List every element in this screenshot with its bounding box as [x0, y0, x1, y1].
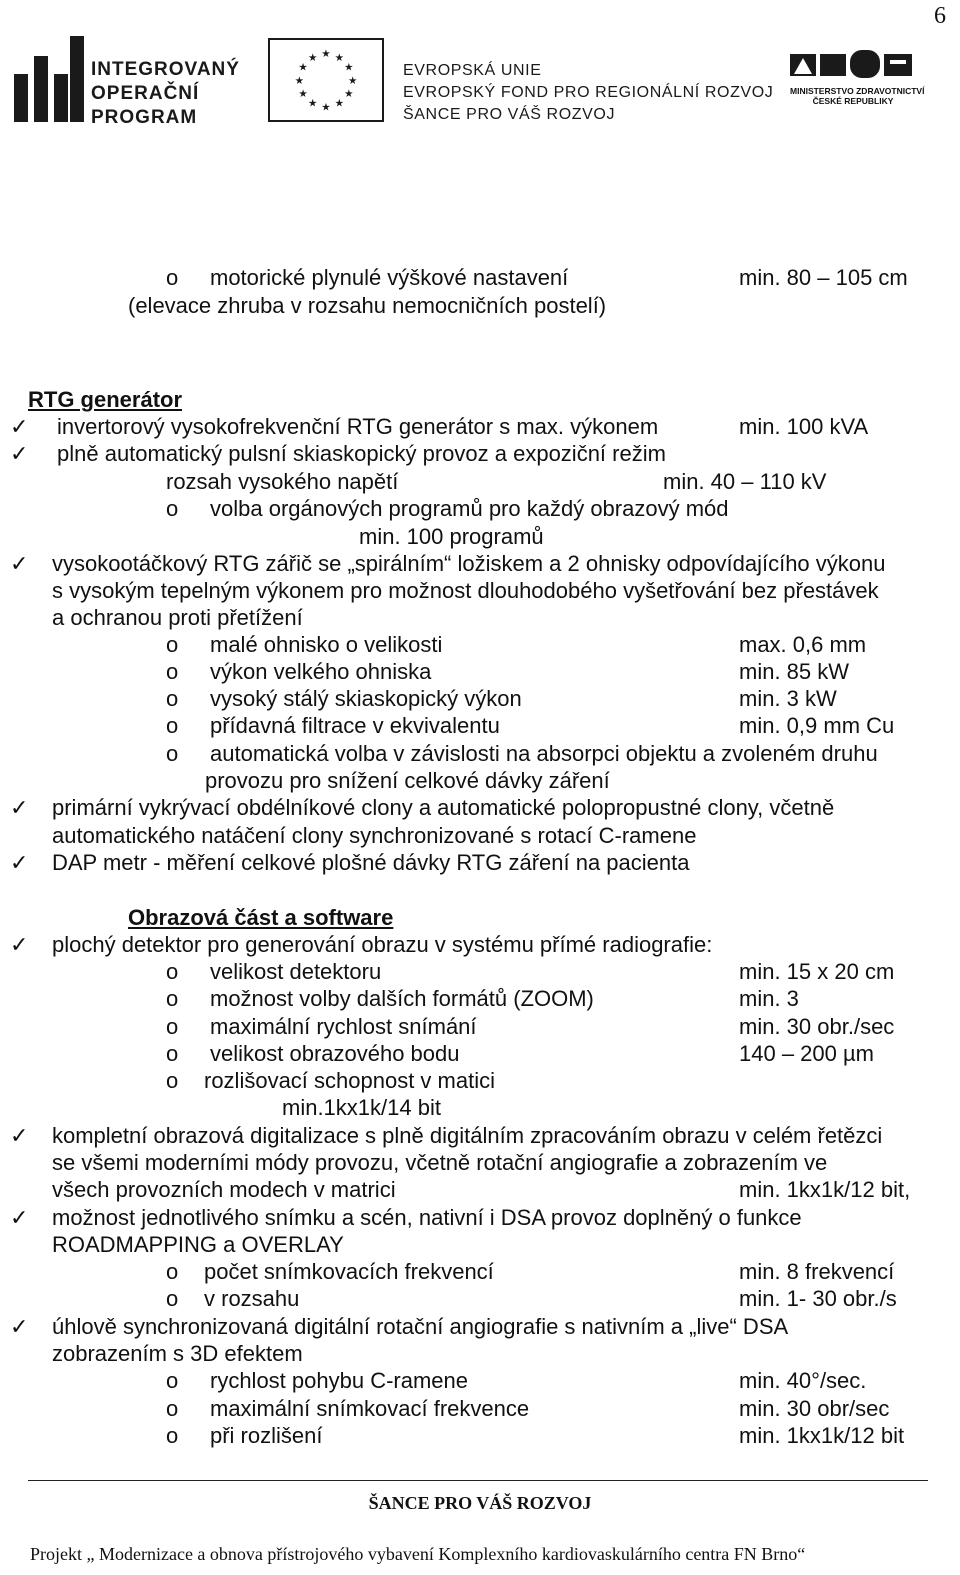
body-text: velikost obrazového bodu	[210, 1041, 460, 1066]
body-text: možnost volby dalších formátů (ZOOM)	[210, 986, 594, 1011]
spec-value: min. 3	[739, 986, 799, 1011]
check-icon: ✓	[10, 1314, 29, 1339]
spec-value: min. 3 kW	[739, 686, 837, 711]
check-icon: ✓	[10, 932, 29, 957]
section-heading: RTG generátor	[28, 387, 183, 412]
body-text: počet snímkovacích frekvencí	[204, 1259, 494, 1284]
bullet-o: o	[166, 686, 179, 711]
body-text: přídavná filtrace v ekvivalentu	[210, 713, 500, 738]
spec-value: min. 30 obr/sec	[739, 1396, 890, 1421]
svg-text:★: ★	[321, 101, 331, 114]
body-text: v rozsahu	[204, 1286, 300, 1311]
spec-value: max. 0,6 mm	[739, 632, 867, 657]
body-text: a ochranou proti přetížení	[52, 605, 303, 630]
body-text: automatického natáčení clony synchronizované s rotací C-ramene	[52, 823, 697, 848]
body-text: automatická volba v závislosti na absorpci objektu a zvoleném druhu	[210, 741, 878, 766]
check-icon: ✓	[10, 795, 29, 820]
svg-text:★: ★	[334, 97, 345, 110]
body-text: invertorový vysokofrekvenční RTG generátor s max. výkonem	[57, 414, 659, 439]
svg-text:★: ★	[344, 88, 354, 101]
body-text: vysokootáčkový RTG zářič se „spirálním“ ložiskem a 2 ohnisky odpovídajícího výkonu	[52, 551, 886, 576]
body-text: provozu pro snížení celkové dávky záření	[205, 768, 610, 793]
bullet-o: o	[166, 713, 179, 738]
body-text: všech provozních modech v matrici	[52, 1177, 396, 1202]
body-text: plochý detektor pro generování obrazu v systému přímé radiografie:	[52, 932, 713, 957]
svg-text:★: ★	[298, 61, 308, 74]
check-icon: ✓	[10, 414, 29, 439]
check-icon: ✓	[10, 1205, 29, 1230]
body-text: možnost jednotlivého snímku a scén, nativní i DSA provoz doplněný o funkce	[52, 1205, 802, 1230]
body-text: primární vykrývací obdélníkové clony a automatické polopropustné clony, včetně	[52, 795, 835, 820]
bullet-o: o	[166, 1396, 179, 1421]
spec-value: min.1kx1k/14 bit	[282, 1095, 441, 1120]
ministry-logo-text: MINISTERSTVO ZDRAVOTNICTVÍ ČESKÉ REPUBLIKY	[790, 86, 925, 106]
body-text: maximální snímkovací frekvence	[210, 1396, 530, 1421]
svg-text:★: ★	[307, 51, 318, 64]
bullet-o: o	[166, 1259, 179, 1284]
spec-value: min. 1kx1k/12 bit,	[739, 1177, 911, 1202]
bullet-o: o	[166, 1014, 179, 1039]
svg-text:★: ★	[307, 97, 318, 110]
bullet-o: o	[166, 959, 179, 984]
body-text: plně automatický pulsní skiaskopický provoz a expoziční režim	[57, 441, 666, 466]
spec-value: min. 1- 30 obr./s	[739, 1286, 897, 1311]
body-text: se všemi moderními módy provozu, včetně rotační angiografie a zobrazením ve	[52, 1150, 828, 1175]
body-text: vysoký stálý skiaskopický výkon	[210, 686, 522, 711]
eu-flag-icon	[268, 38, 384, 122]
body-text: ROADMAPPING a OVERLAY	[52, 1232, 344, 1257]
check-icon: ✓	[10, 1123, 29, 1148]
spec-value: 140 – 200 µm	[739, 1041, 874, 1066]
bullet-o: o	[166, 1286, 179, 1311]
spec-value: min. 1kx1k/12 bit	[739, 1423, 905, 1448]
body-text: malé ohnisko o velikosti	[210, 632, 443, 657]
body-text: (elevace zhruba v rozsahu nemocničních postelí)	[128, 293, 607, 318]
body-text: při rozlišení	[210, 1423, 323, 1448]
bullet-o: o	[166, 265, 179, 290]
body-text: motorické plynulé výškové nastavení	[210, 265, 569, 290]
body-text: výkon velkého ohniska	[210, 659, 432, 684]
body-text: velikost detektoru	[210, 959, 382, 984]
bullet-o: o	[166, 496, 179, 521]
check-icon: ✓	[10, 441, 29, 466]
spec-value: min. 40 – 110 kV	[663, 469, 827, 494]
body-text: úhlově synchronizovaná digitální rotační angiografie s nativním a „live“ DSA	[52, 1314, 789, 1339]
body-text: zobrazením s 3D efektem	[52, 1341, 303, 1366]
iop-bars-icon	[14, 36, 84, 122]
body-text: s vysokým tepelným výkonem pro možnost dlouhodobého vyšetřování bez přestávek	[52, 578, 879, 603]
bullet-o: o	[166, 1041, 179, 1066]
bullet-o: o	[166, 1368, 179, 1393]
bullet-o: o	[166, 1068, 179, 1093]
svg-text:★: ★	[294, 74, 305, 87]
svg-text:★: ★	[334, 51, 345, 64]
bullet-o: o	[166, 632, 179, 657]
body-text: rychlost pohybu C-ramene	[210, 1368, 469, 1393]
spec-value: min. 15 x 20 cm	[739, 959, 895, 984]
body-text: kompletní obrazová digitalizace s plně digitálním zpracováním obrazu v celém řetězci	[52, 1123, 883, 1148]
iop-logo-text: INTEGROVANÝ OPERAČNÍ PROGRAM	[91, 59, 240, 128]
body-text: maximální rychlost snímání	[210, 1014, 477, 1039]
eu-logo-text: EVROPSKÁ UNIE EVROPSKÝ FOND PRO REGIONÁLNÍ ROZVOJ ŠANCE PRO VÁŠ ROZVOJ	[403, 62, 774, 123]
svg-text:★: ★	[344, 61, 354, 74]
svg-text:★: ★	[347, 74, 358, 87]
bullet-o: o	[166, 659, 179, 684]
spec-value: min. 100 kVA	[739, 414, 869, 439]
check-icon: ✓	[10, 551, 29, 576]
footer-slogan: ŠANCE PRO VÁŠ ROZVOJ	[368, 1493, 592, 1513]
ministry-emblem-icon	[790, 48, 914, 82]
body-text: rozsah vysokého napětí	[166, 469, 399, 494]
spec-value: min. 85 kW	[739, 659, 850, 684]
spec-value: min. 8 frekvencí	[739, 1259, 895, 1284]
body-text: volba orgánových programů pro každý obrazový mód	[210, 496, 729, 521]
footer-project: Projekt „ Modernizace a obnova přístrojového vybavení Komplexního kardiovaskulárního centra FN Brno“	[30, 1544, 806, 1564]
check-icon: ✓	[10, 850, 29, 875]
spec-value: min. 40°/sec.	[739, 1368, 867, 1393]
spec-value: min. 100 programů	[359, 524, 544, 549]
bullet-o: o	[166, 986, 179, 1011]
page-number: 6	[934, 3, 946, 29]
section-heading: Obrazová část a software	[128, 905, 394, 930]
svg-text:★: ★	[298, 88, 308, 101]
spec-value: min. 30 obr./sec	[739, 1014, 895, 1039]
spec-value: min. 80 – 105 cm	[739, 265, 908, 290]
spec-value: min. 0,9 mm Cu	[739, 713, 895, 738]
svg-text:★: ★	[321, 48, 331, 61]
bullet-o: o	[166, 1423, 179, 1448]
footer-divider	[28, 1480, 928, 1481]
body-text: rozlišovací schopnost v matici	[204, 1068, 495, 1093]
bullet-o: o	[166, 741, 179, 766]
body-text: DAP metr - měření celkové plošné dávky RTG záření na pacienta	[52, 850, 690, 875]
